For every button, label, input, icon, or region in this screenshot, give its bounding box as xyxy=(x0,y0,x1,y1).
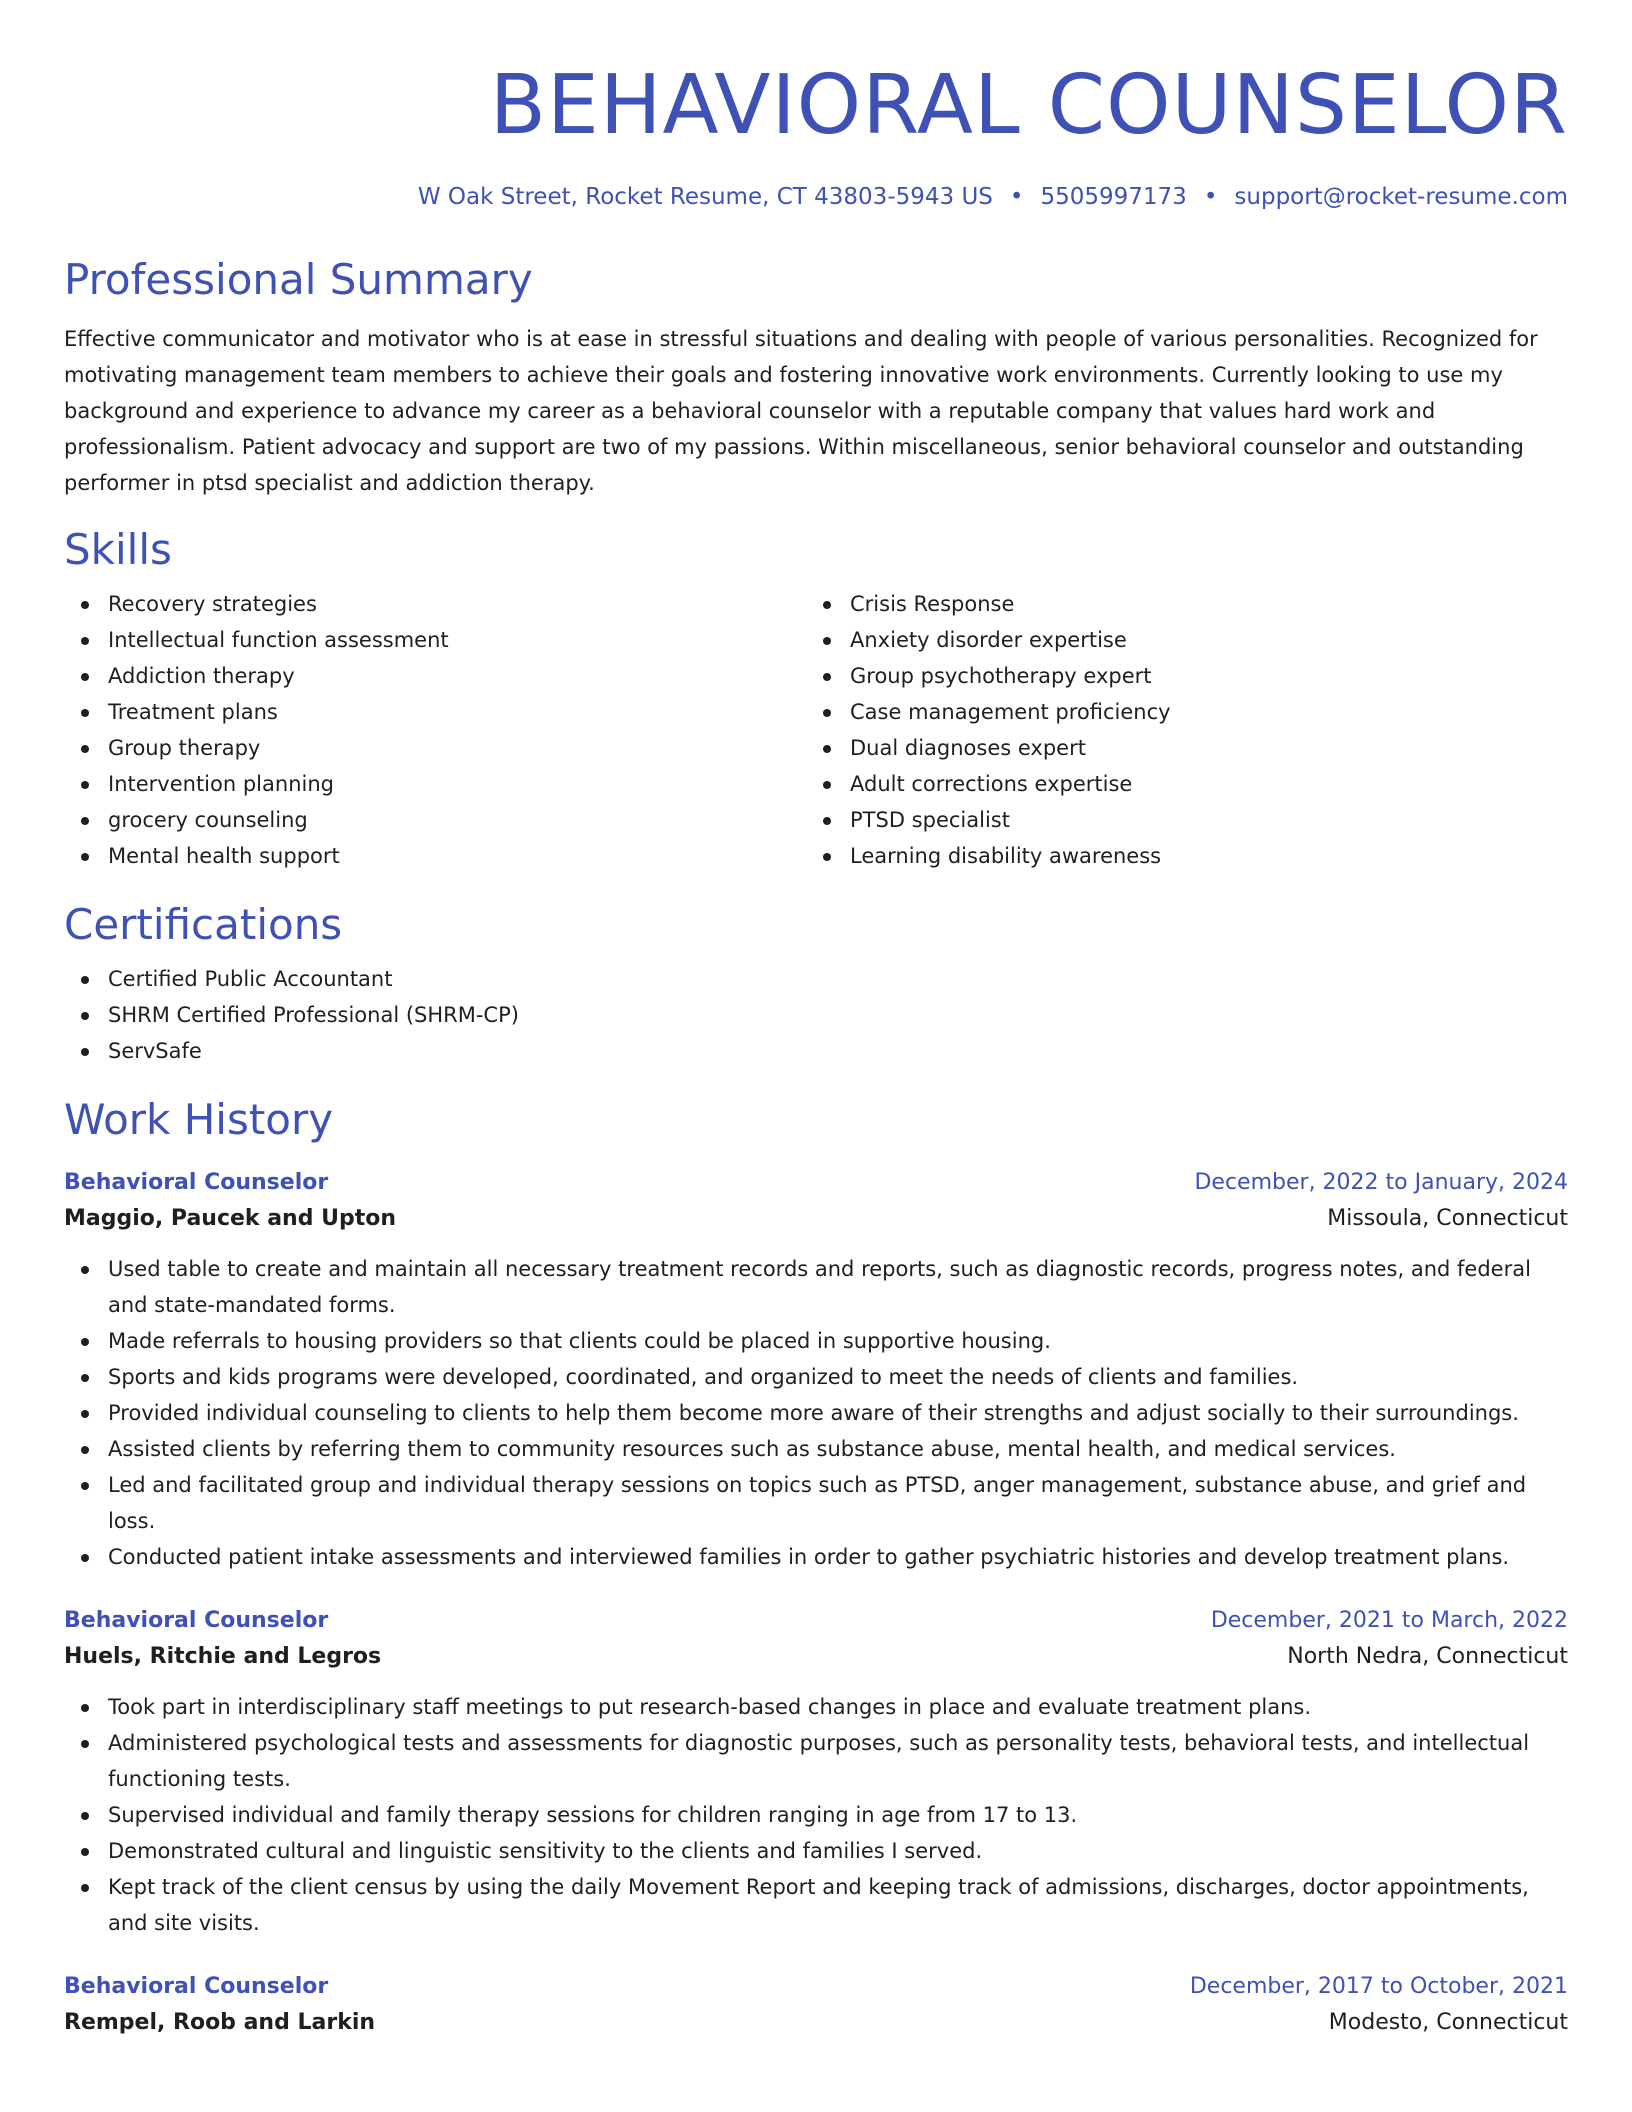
skill-item: Anxiety disorder expertise xyxy=(806,622,1548,658)
section-title-certifications: Certifications xyxy=(64,900,343,949)
job-title-row xyxy=(64,1971,1568,2003)
job-dates: December, 2017 to October, 2021 xyxy=(1189,1974,1568,1999)
job-entry xyxy=(64,1167,1568,1575)
skill-item: Learning disability awareness xyxy=(806,838,1548,874)
skill-item: Recovery strategies xyxy=(64,586,806,622)
work-history-section xyxy=(64,1095,1568,2043)
section-title-summary: Professional Summary xyxy=(64,255,533,304)
job-employer-row xyxy=(64,1637,1568,1677)
employer-name: Maggio, Paucek and Upton xyxy=(64,1206,397,1231)
job-dates: December, 2022 to January, 2024 xyxy=(1194,1170,1568,1195)
contact-separator: • xyxy=(1009,184,1024,210)
skill-item: PTSD specialist xyxy=(806,802,1548,838)
skill-item: Mental health support xyxy=(64,838,806,874)
duty-item: Used table to create and maintain all necessary treatment records and reports, such as diagnostic records, progress notes, and federal and state-mandated forms. xyxy=(64,1251,1568,1323)
job-entry xyxy=(64,1971,1568,2043)
job-duties-list xyxy=(64,1251,1568,1575)
job-title-row xyxy=(64,1605,1568,1637)
skill-item: Adult corrections expertise xyxy=(806,766,1548,802)
duty-item: Assisted clients by referring them to community resources such as substance abuse, mental health, and medical services. xyxy=(64,1431,1568,1467)
skills-section xyxy=(64,525,1568,874)
skill-item: Case management proficiency xyxy=(806,694,1548,730)
candidate-name: BEHAVIORAL COUNSELOR xyxy=(489,58,1568,153)
job-employer-row xyxy=(64,2003,1568,2043)
duty-item: Administered psychological tests and assessments for diagnostic purposes, such as personality tests, behavioral tests, and intellectual functioning tests. xyxy=(64,1725,1568,1797)
skill-item: Group therapy xyxy=(64,730,806,766)
skills-grid xyxy=(64,586,1568,874)
duty-item: Provided individual counseling to clients to help them become more aware of their strengths and adjust socially to their surroundings. xyxy=(64,1395,1568,1431)
skills-list-left xyxy=(64,586,806,874)
certification-item: Certified Public Accountant xyxy=(64,961,1568,997)
job-employer-row xyxy=(64,1199,1568,1239)
summary-section xyxy=(64,255,1568,501)
duty-item: Kept track of the client census by using the daily Movement Report and keeping track of admissions, discharges, doctor appointments, and site visits. xyxy=(64,1869,1568,1941)
duty-item: Made referrals to housing providers so that clients could be placed in supportive housing. xyxy=(64,1323,1568,1359)
section-title-work-history: Work History xyxy=(64,1095,334,1144)
skill-item: Group psychotherapy expert xyxy=(806,658,1548,694)
job-location: Modesto, Connecticut xyxy=(1328,2010,1568,2035)
duty-item: Supervised individual and family therapy sessions for children ranging in age from 17 to 13. xyxy=(64,1797,1568,1833)
skill-item: Intellectual function assessment xyxy=(64,622,806,658)
duty-item: Led and facilitated group and individual therapy sessions on topics such as PTSD, anger management, substance abuse, and grief and loss. xyxy=(64,1467,1568,1539)
job-duties-list xyxy=(64,1689,1568,1941)
job-title: Behavioral Counselor xyxy=(64,1170,329,1195)
job-title: Behavioral Counselor xyxy=(64,1974,329,1999)
skill-item: Intervention planning xyxy=(64,766,806,802)
skill-item: Crisis Response xyxy=(806,586,1548,622)
employer-name: Huels, Ritchie and Legros xyxy=(64,1644,382,1669)
job-title: Behavioral Counselor xyxy=(64,1608,329,1633)
job-dates: December, 2021 to March, 2022 xyxy=(1210,1608,1568,1633)
job-location: North Nedra, Connecticut xyxy=(1287,1644,1568,1669)
certifications-list xyxy=(64,961,1568,1069)
certifications-section xyxy=(64,900,1568,1069)
contact-separator: • xyxy=(1203,184,1218,210)
skill-item: grocery counseling xyxy=(64,802,806,838)
job-title-row xyxy=(64,1167,1568,1199)
summary-text: Effective communicator and motivator who is at ease in stressful situations and dealing with people of various personalities. Recognized for motivating management team members to achieve their goals and fostering innovative work environments. Currently looking to use my background and experience to advance my career as a behavioral counselor with a reputable company that values hard work and professionalism. Patient advocacy and support are two of my passions. Within miscellaneous, senior behavioral counselor and outstanding performer in ptsd specialist and addiction therapy. xyxy=(64,327,1538,495)
duty-item: Demonstrated cultural and linguistic sensitivity to the clients and families I served. xyxy=(64,1833,1568,1869)
duty-item: Took part in interdisciplinary staff meetings to put research-based changes in place and evaluate treatment plans. xyxy=(64,1689,1568,1725)
duty-item: Sports and kids programs were developed, coordinated, and organized to meet the needs of clients and families. xyxy=(64,1359,1568,1395)
skills-list-right xyxy=(806,586,1548,874)
resume-header xyxy=(64,58,1568,212)
phone-text: 5505997173 xyxy=(1040,184,1187,210)
section-title-skills: Skills xyxy=(64,525,172,574)
skill-item: Treatment plans xyxy=(64,694,806,730)
job-location: Missoula, Connecticut xyxy=(1327,1206,1568,1231)
email-link[interactable]: support@rocket-resume.com xyxy=(1234,184,1568,210)
certification-item: SHRM Certified Professional (SHRM-CP) xyxy=(64,997,1568,1033)
skill-item: Dual diagnoses expert xyxy=(806,730,1548,766)
skill-item: Addiction therapy xyxy=(64,658,806,694)
duty-item: Conducted patient intake assessments and interviewed families in order to gather psychiatric histories and develop treatment plans. xyxy=(64,1539,1568,1575)
address-text: W Oak Street, Rocket Resume, CT 43803-5943 US xyxy=(417,184,993,210)
job-entry xyxy=(64,1605,1568,1941)
certification-item: ServSafe xyxy=(64,1033,1568,1069)
employer-name: Rempel, Roob and Larkin xyxy=(64,2010,376,2035)
contact-line xyxy=(64,182,1568,212)
